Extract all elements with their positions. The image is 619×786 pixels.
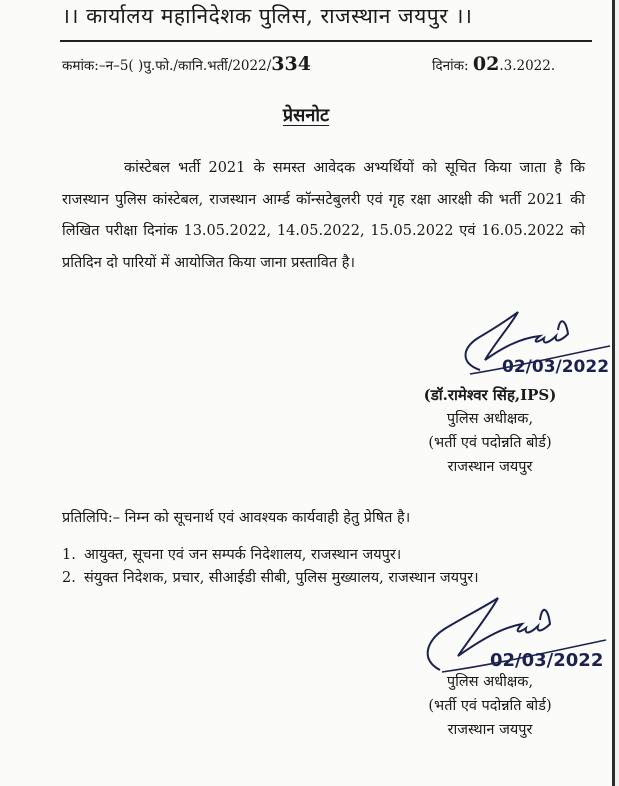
signature-1-image — [440, 308, 615, 380]
signatory-location: राजस्थान जयपुर — [447, 722, 533, 738]
date-label: दिनांक: — [432, 58, 469, 74]
date-rest: .3.2022. — [499, 58, 556, 74]
signature-2-block — [380, 670, 600, 742]
signatory-designation: पुलिस अधीक्षक, — [446, 674, 534, 690]
copy-to-heading: प्रतिलिपि:– निम्न को सूचनार्थ एवं आवश्यक कार्यवाही हेतु प्रेषित है। — [62, 510, 411, 526]
reference-line — [62, 53, 311, 75]
reference-prefix: कमांक:–न–5( )पु.फो./कानि.भर्ती/2022/ — [62, 58, 272, 74]
copy-to-list — [62, 544, 584, 590]
reference-number: 334 — [271, 53, 311, 75]
date-day: 02 — [472, 53, 500, 75]
list-item: 1. आयुक्त, सूचना एवं जन सम्पर्क निदेशालय, राजस्थान जयपुर। — [62, 547, 402, 563]
signature-1-date: 02/03/2022 — [502, 357, 610, 377]
signature-2-date: 02/03/2022 — [490, 650, 604, 671]
title-underline — [60, 40, 592, 42]
signature-2-image — [418, 594, 610, 676]
signatory-designation: पुलिस अधीक्षक, — [446, 411, 534, 427]
signatory-board: (भर्ती एवं पदोन्नति बोर्ड) — [428, 698, 552, 714]
press-note-title: प्रेसनोट — [282, 105, 330, 126]
office-title: ।। कार्यालय महानिदेशक पुलिस, राजस्थान जयपुर ।। — [62, 4, 473, 28]
signatory-board: (भर्ती एवं पदोन्नति बोर्ड) — [428, 435, 552, 451]
signatory-name: (डॉ.रामेश्वर सिंह,IPS) — [423, 386, 557, 404]
press-note-body: कांस्टेबल भर्ती 2021 के समस्त आवेदक अभ्यर्थियों को सूचित किया जाता है कि राजस्थान पुलिस कांस्टेबल, राजस्थान आर्म्ड कॉन्सटेबुलरी एवं गृह रक्षा आरक्षी की भर्ती 2021 की लिखित परीक्षा दिनांक 13.05.2022, 14.05.2022, 15.05.2022 एवं 16.05.2022 को प्रतिदिन दो पारियों में आयोजित किया जाना प्रस्तावित है। — [62, 160, 585, 271]
signatory-location: राजस्थान जयपुर — [447, 459, 533, 475]
issue-date — [432, 53, 555, 75]
list-item: 2. संयुक्त निदेशक, प्रचार, सीआईडी सीबी, पुलिस मुख्यालय, राजस्थान जयपुर। — [62, 570, 479, 586]
signature-1-block — [380, 383, 600, 479]
